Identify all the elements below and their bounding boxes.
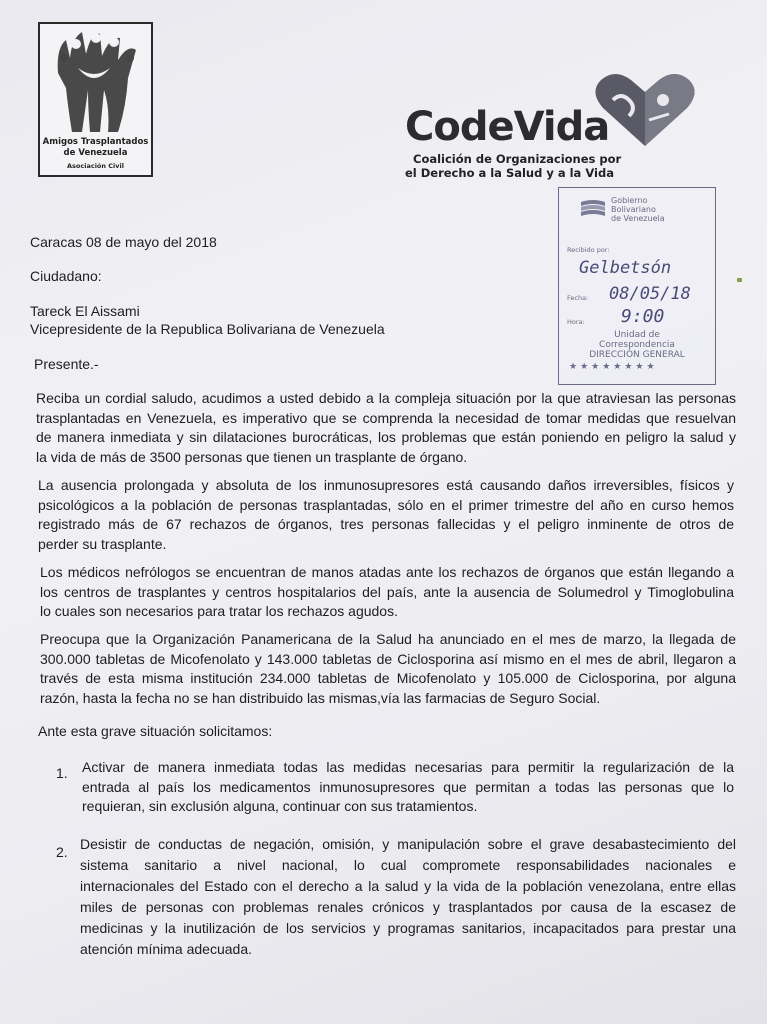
paragraph-4 xyxy=(40,630,736,708)
recipient-name: Tareck El Aissami xyxy=(30,303,140,319)
logo-line-3: Asociación Civil xyxy=(67,162,124,170)
reception-stamp xyxy=(558,187,716,385)
request-item-2-line: miles de personas con problemas renales crónicos y trasplantados por causa de la escasez de xyxy=(80,899,736,915)
stamp-unit-3: DIRECCIÓN GENERAL xyxy=(589,350,685,360)
stamp-date-label: Fecha: xyxy=(567,294,589,302)
recipient-title: Vicepresidente de la Republica Bolivariana de Venezuela xyxy=(30,321,385,337)
paragraph-1-line: de manera inmediata y sin dilataciones burocráticas, los problemas que están poniendo en peligro la salud y xyxy=(36,429,736,445)
stamp-time-label: Hora: xyxy=(567,318,585,326)
stamp-gov-line-2: Bolivariano xyxy=(611,205,656,214)
request-item-2-line: sistema sanitario a nivel nacional, lo cual compromete responsabilidades nacionales e xyxy=(80,857,736,873)
paragraph-1-line: la vida de más de 3500 personas que tienen un trasplante de órgano. xyxy=(36,448,468,465)
green-speck xyxy=(737,278,742,282)
paragraph-1-line: trasplantadas en Venezuela, es imperativo que se comprenda la necesidad de tomar medidas que resuelvan xyxy=(36,409,736,426)
stamp-received-by: Gelbetsón xyxy=(579,258,672,278)
request-item-2 xyxy=(80,834,736,960)
paragraph-3 xyxy=(40,563,734,622)
request-item-2-line: Desistir de conductas de negación, omisión, y manipulación sobre el grave desabastecimiento del xyxy=(80,836,736,852)
amigos-trasplantados-logo xyxy=(38,22,153,177)
government-flag-icon xyxy=(579,198,607,220)
stamp-date: 08/05/18 xyxy=(609,284,691,304)
stamp-received-label: Recibido por: xyxy=(567,246,610,254)
stamp-gov-line-3: de Venezuela xyxy=(611,214,665,223)
request-item-2-line: medicinas y la inutilización de los servicios y programas sanitarios, incapacitados para prestar una xyxy=(80,920,736,936)
request-intro: Ante esta grave situación solicitamos: xyxy=(38,723,273,739)
request-item-1 xyxy=(82,758,734,817)
paragraph-4-line: 300.000 tabletas de Micofenolato y 143.000 tabletas de Ciclosporina así mismo en el mes de abril, llegaron a xyxy=(40,650,736,667)
request-item-2-line: atención mínima adecuada. xyxy=(80,941,252,957)
people-figures-icon xyxy=(48,28,144,136)
stamp-stars: ★★★★★★★★ xyxy=(569,362,658,372)
logo-line-2: de Venezuela xyxy=(63,148,128,158)
paragraph-3-line: lo cuales son necesarios para tratar los rechazos agudos. xyxy=(40,603,398,619)
stamp-time: 9:00 xyxy=(621,306,665,327)
item-2-number: 2. xyxy=(56,844,68,860)
codevida-subtitle-1: Coalición de Organizaciones por xyxy=(413,152,622,166)
request-item-1-line: Activar de manera inmediata todas las medidas necesarias para permitir la regularización de la xyxy=(82,759,734,775)
paragraph-2-line: La ausencia prolongada y absoluta de los inmunosupresores está causando daños irreversibles, físicos y xyxy=(38,477,734,493)
paragraph-4-line: Preocupa que la Organización Panamericana de la Salud ha anunciado en el mes de marzo, la llegada de xyxy=(40,631,736,647)
item-1-number: 1. xyxy=(56,765,68,781)
request-item-1-line: requieran, sin exclusión alguna, continuar con sus tratamientos. xyxy=(82,798,478,814)
paragraph-2-line: psicológicos a la población de personas trasplantadas, sólo en el primer trimestre del año en curso hemos xyxy=(38,496,734,513)
paragraph-4-line: través de esta misma institución 234.000 tabletas de Micofenolato y 105.000 de Ciclosporina, por alguna xyxy=(40,670,736,686)
paragraph-1 xyxy=(36,389,736,467)
paragraph-2 xyxy=(38,476,734,554)
codevida-subtitle-2: el Derecho a la Salud y a la Vida xyxy=(405,166,614,180)
salutation: Ciudadano: xyxy=(30,268,102,284)
paragraph-2-line: registrado más de 67 rechazos de órganos, tres personas fallecidas y el peligro inminente de otros de xyxy=(38,516,734,532)
stamp-unit-1: Unidad de xyxy=(614,330,660,340)
paragraph-1-line: Reciba un cordial saludo, acudimos a usted debido a la compleja situación por la que atraviesan las personas xyxy=(36,390,736,406)
paragraph-3-line: los centros de trasplantes y centros hospitalarios del país, ante la ausencia de Solumedrol y Timoglobulina xyxy=(40,583,734,600)
request-item-2-line: internacionales del Estado con el derecho a la salud y la vida de la población venezolana, entre ellas xyxy=(80,878,736,894)
codevida-logo xyxy=(403,68,733,188)
paragraph-3-line: Los médicos nefrólogos se encuentran de manos atadas ante los rechazos de órganos que están llegando a xyxy=(40,564,734,580)
paragraph-4-line: razón, hasta la fecha no se han distribuido las mismas,vía las farmacias de Seguro Social. xyxy=(40,689,601,706)
stamp-unit-2: Correspondencia xyxy=(599,340,675,350)
paragraph-2-line: perder su trasplante. xyxy=(38,535,167,552)
stamp-government xyxy=(611,196,711,223)
stamp-gov-line-1: Gobierno xyxy=(611,196,648,205)
puzzle-heart-icon xyxy=(585,70,705,150)
letter-date: Caracas 08 de mayo del 2018 xyxy=(30,234,217,250)
logo-line-1: Amigos Trasplantados xyxy=(42,137,149,147)
presente: Presente.- xyxy=(34,356,99,372)
codevida-brand: CodeVida xyxy=(405,104,610,150)
request-item-1-line: entrada al país los medicamentos inmunosupresores que permitan a todas las personas que lo xyxy=(82,778,734,795)
